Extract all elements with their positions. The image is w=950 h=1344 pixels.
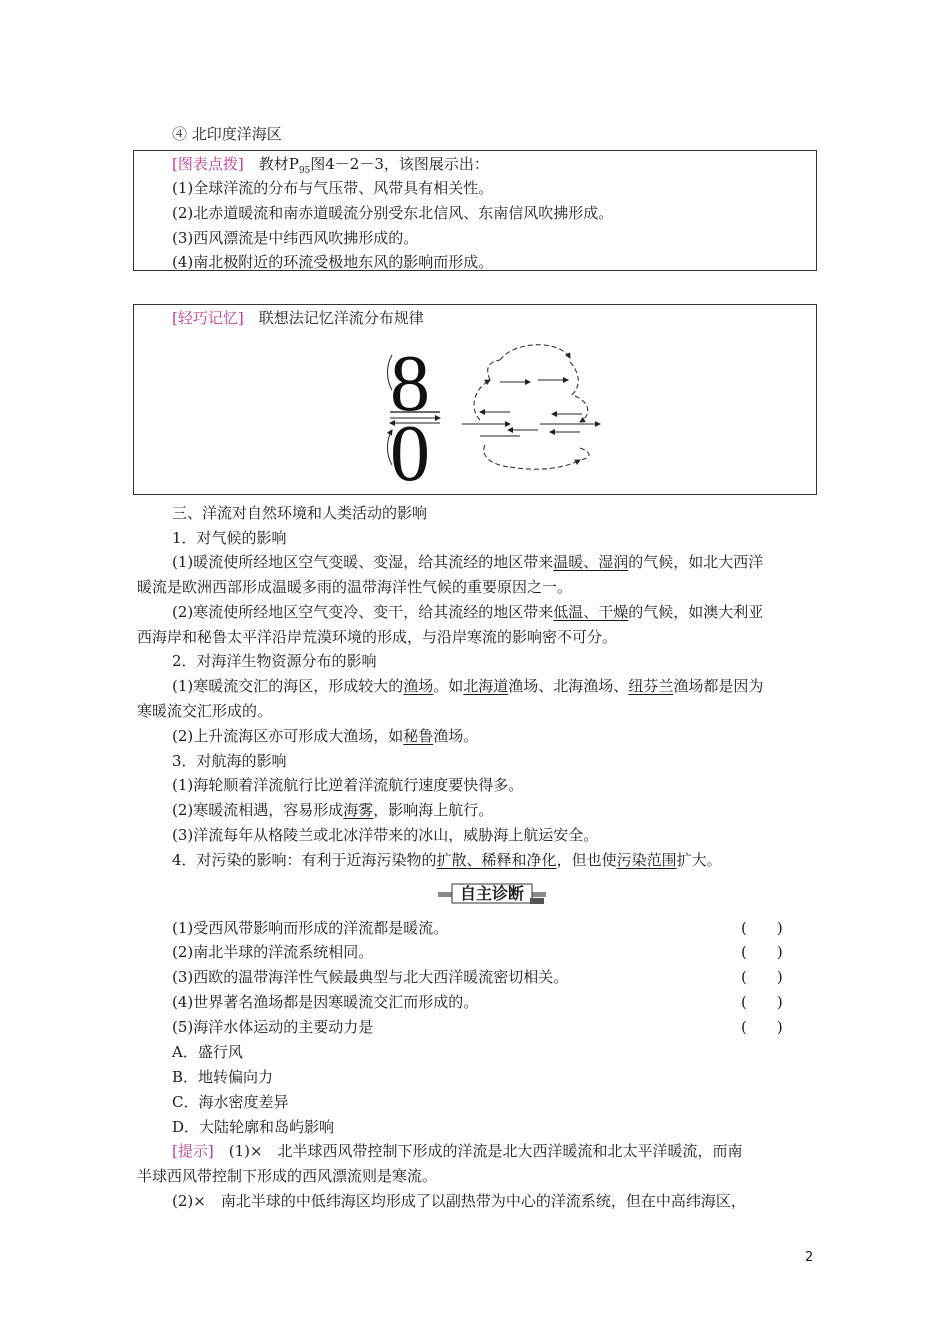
text: (1)× 北半球西风带控制下形成的洋流是北大西洋暖流和北太平洋暖流，而南 [213,1142,743,1160]
question: (3)西欧的温带海洋性气候最典型与北大西洋暖流密切相关。 [172,968,569,986]
gyre-loops [474,345,589,469]
answer-blank: ( ) [741,919,783,937]
text: ，但也使 [556,851,617,869]
question: (2)南北半球的洋流系统相同。 [172,943,374,961]
section-heading: 三、洋流对自然环境和人类活动的影响 [172,504,428,522]
text: (1)寒暖流交汇的海区，形成较大的 [172,677,404,695]
paragraph: (1)海轮顺着洋流航行比逆着洋流航行速度要快得多。 [172,776,524,794]
chart-hint-item: (4)南北极附近的环流受极地东风的影响而形成。 [172,253,494,271]
text: 4．对污染的影响：有利于近海污染物的 [172,851,437,869]
page-number: 2 [805,1250,814,1265]
underlined-term: 北海道 [463,677,509,695]
paragraph-continued: 寒暖流交汇形成的。 [137,702,273,720]
memory-tag: [轻巧记忆] [172,309,244,327]
hint-continued: 半球西风带控制下形成的西风漂流则是寒流。 [137,1167,438,1185]
underlined-term: 秘鲁 [403,727,434,745]
text: 。如 [433,677,464,695]
answer-blank: ( ) [741,968,783,986]
question: (4)世界著名渔场都是因寒暖流交汇而形成的。 [172,993,479,1011]
underlined-term: 渔场 [403,677,434,695]
option: C．海水密度差异 [172,1093,289,1111]
text: (2)上升流海区亦可形成大渔场，如 [172,727,404,745]
text: 渔场。 [433,727,479,745]
chart-hint-page-sub: 95 [298,166,311,176]
text: 的气候，如北大西洋 [628,553,764,571]
subsection-heading [172,850,722,870]
underlined-term: 低温、干燥 [553,603,629,621]
text: 的气候，如澳大利亚 [628,603,764,621]
memory-title-text: 联想法记忆洋流分布规律 [243,309,424,327]
subsection-heading: 1．对气候的影响 [172,529,287,547]
answer-blank: ( ) [741,943,783,961]
answer-blank: ( ) [741,1018,783,1036]
current-memory-diagram [370,330,620,485]
text: (2)寒暖流相遇，容易形成 [172,801,344,819]
paragraph [172,676,763,696]
underlined-term: 扩散、稀释和净化 [436,851,557,869]
underlined-term: 污染范围 [616,851,677,869]
text: 扩大。 [676,851,722,869]
chart-hint-item: (1)全球洋流的分布与气压带、风带具有相关性。 [172,179,494,197]
paragraph [172,726,478,746]
chart-hint-intro-text: 教材P [243,155,299,173]
subsection-heading: 3．对航海的影响 [172,752,287,770]
diagnosis-heading: 自主诊断 [459,884,524,903]
diagnosis-heading-banner [438,882,546,906]
paragraph: (3)洋流每年从格陵兰或北冰洋带来的冰山，威胁海上航运安全。 [172,826,599,844]
text: (2)寒流使所经地区空气变冷、变干，给其流经的地区带来 [172,603,554,621]
question: (5)海洋水体运动的主要动力是 [172,1018,374,1036]
hint-tag: [提示] [172,1142,214,1160]
chart-hint-intro [172,154,489,181]
text: (1)暖流使所经地区空气变暖、变湿，给其流经的地区带来 [172,553,554,571]
underlined-term: 海雾 [343,801,374,819]
answer-blank: ( ) [741,993,783,1011]
option: D．大陆轮廓和岛屿影响 [172,1118,335,1136]
hint-paragraph [172,1141,743,1161]
digit-eight: 8 [390,340,430,428]
paragraph [172,800,493,820]
paragraph-continued: 西海岸和秘鲁太平洋沿岸荒漠环境的形成，与沿岸寒流的影响密不可分。 [137,628,618,646]
digit-zero: 0 [390,410,430,485]
paragraph-continued: 暖流是欧洲西部形成温暖多雨的温带海洋性气候的重要原因之一。 [137,578,573,596]
chart-hint-item: (3)西风漂流是中纬西风吹拂形成的。 [172,229,419,247]
text: 渔场都是因为 [673,677,764,695]
chart-hint-item: (2)北赤道暖流和南赤道暖流分别受东北信风、东南信风吹拂形成。 [172,204,614,222]
question: (1)受西风带影响而形成的洋流都是暖流。 [172,919,449,937]
underlined-term: 纽芬兰 [628,677,674,695]
memory-title [172,308,424,328]
list-item: ④ 北印度洋海区 [172,125,282,143]
option: A．盛行风 [172,1043,243,1061]
paragraph [172,552,763,572]
text: ，影响海上航行。 [373,801,494,819]
subsection-heading: 2．对海洋生物资源分布的影响 [172,652,377,670]
hint-paragraph: (2)× 南北半球的中低纬海区均形成了以副热带为中心的洋流系统，但在中高纬海区， [172,1192,746,1210]
chart-hint-tag: [图表点拨] [172,155,244,173]
option: B．地转偏向力 [172,1068,274,1086]
paragraph [172,602,763,622]
underlined-term: 温暖、湿润 [553,553,629,571]
chart-hint-intro-rest: 图4－2－3，该图展示出： [310,155,489,173]
text: 渔场、北海渔场、 [508,677,629,695]
